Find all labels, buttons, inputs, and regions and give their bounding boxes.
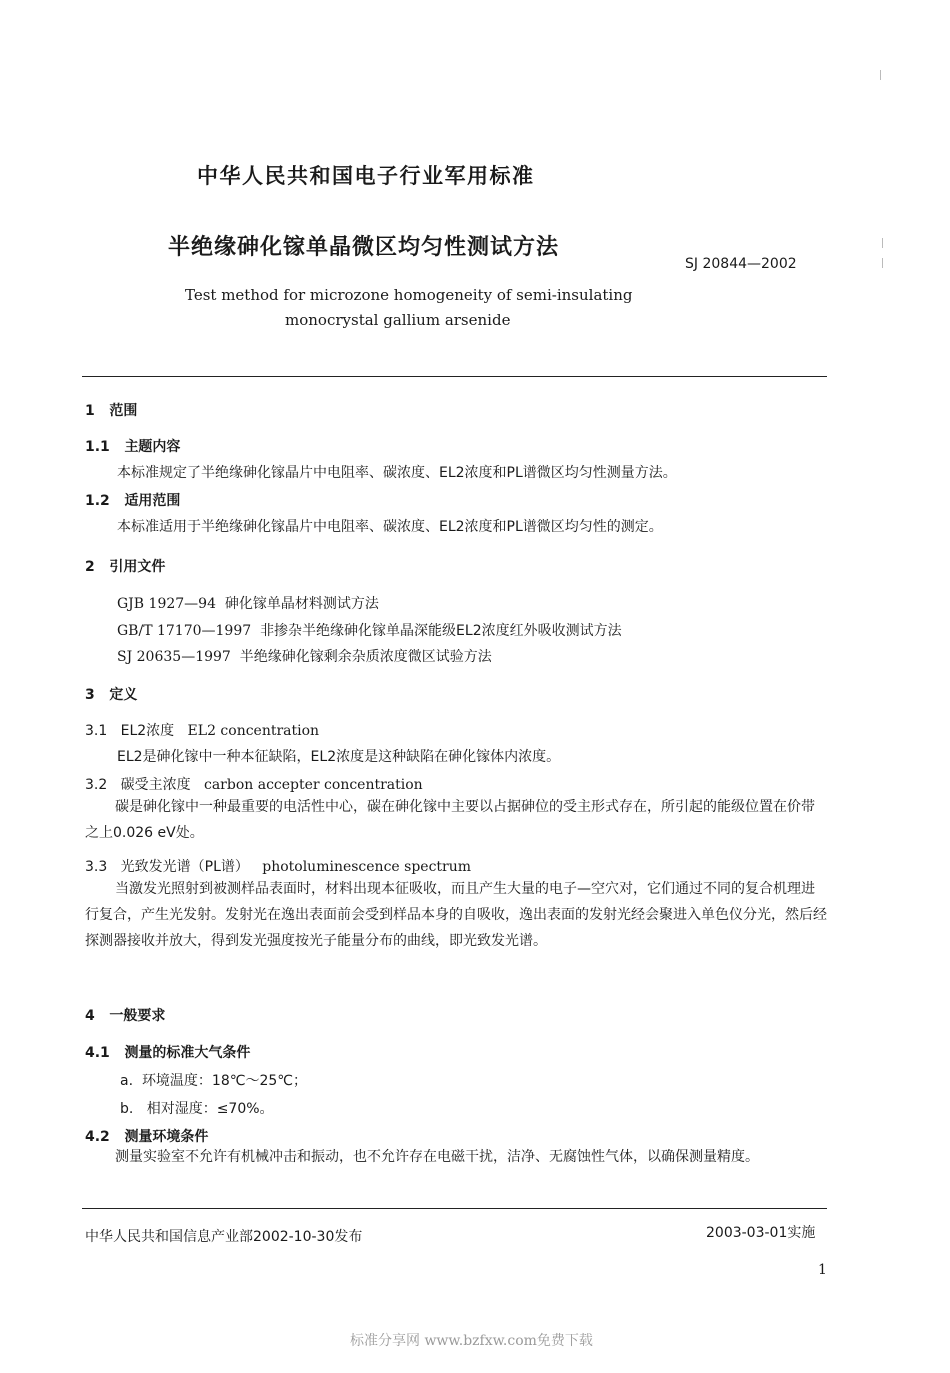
header-divider	[82, 376, 827, 377]
reference-item	[117, 646, 492, 666]
section-title-en: EL2 concentration	[187, 723, 320, 739]
section-number: 3.2	[85, 777, 108, 793]
section-4-heading	[85, 1005, 165, 1025]
reference-code: SJ 20635—1997	[117, 649, 231, 665]
document-title-cn: 半绝缘砷化镓单晶微区均匀性测试方法	[168, 235, 560, 260]
section-3-heading	[85, 684, 137, 704]
section-title: 主题内容	[124, 439, 181, 455]
section-title: 适用范围	[124, 493, 181, 509]
section-1-1-heading	[85, 436, 180, 456]
section-number: 4	[85, 1008, 95, 1024]
section-4-2-text: 测量实验室不允许有机械冲击和振动，也不允许存在电磁干扰，洁净、无腐蚀性气体，以确保测量精度。	[115, 1149, 759, 1165]
list-item	[120, 1070, 307, 1090]
section-number: 3	[85, 687, 95, 703]
section-3-1-text: EL2是砷化镓中一种本征缺陷，EL2浓度是这种缺陷在砷化镓体内浓度。	[117, 749, 561, 765]
section-number: 4.1	[85, 1045, 110, 1061]
effective-date: 2003-03-01实施	[706, 1225, 816, 1241]
section-title-en: carbon accepter concentration	[203, 777, 423, 793]
scan-speck	[880, 70, 881, 80]
list-item	[120, 1098, 274, 1118]
section-title: 定义	[109, 687, 138, 703]
section-4-1-heading	[85, 1042, 250, 1062]
section-title: 测量环境条件	[124, 1129, 209, 1145]
reference-title: 砷化镓单晶材料测试方法	[224, 596, 379, 612]
section-title: 测量的标准大气条件	[124, 1045, 251, 1061]
section-1-2-text: 本标准适用于半绝缘砷化镓晶片中电阻率、碳浓度、EL2浓度和PL谱微区均匀性的测定。	[117, 519, 663, 535]
scan-speck	[882, 238, 883, 248]
section-3-1-heading	[85, 720, 319, 740]
section-title-en: photoluminescence spectrum	[262, 859, 472, 875]
section-title: 一般要求	[109, 1008, 166, 1024]
section-2-heading	[85, 556, 165, 576]
section-number: 1.2	[85, 493, 110, 509]
reference-item	[117, 620, 622, 640]
section-title: 范围	[109, 403, 138, 419]
scan-speck	[882, 258, 883, 268]
section-title: 碳受主浓度	[120, 777, 191, 793]
section-3-3-heading	[85, 856, 471, 876]
document-title-en-line1: Test method for microzone homogeneity of semi-insulating	[185, 286, 633, 304]
section-number: 3.3	[85, 859, 108, 875]
reference-title: 非掺杂半绝缘砷化镓单晶深能级EL2浓度红外吸收测试方法	[260, 623, 622, 639]
section-1-1-text: 本标准规定了半绝缘砷化镓晶片中电阻率、碳浓度、EL2浓度和PL谱微区均匀性测量方法。	[117, 465, 677, 481]
section-number: 4.2	[85, 1129, 110, 1145]
section-3-2-text: 碳是砷化镓中一种最重要的电活性中心，碳在砷化镓中主要以占据砷位的受主形式存在，所引起的能级位置在价带之上0.026 eV处。	[85, 799, 815, 841]
section-number: 3.1	[85, 723, 108, 739]
section-number: 1.1	[85, 439, 110, 455]
page-number: 1	[818, 1262, 827, 1278]
org-standard-heading: 中华人民共和国电子行业军用标准	[197, 164, 535, 188]
section-title: 引用文件	[109, 559, 166, 575]
section-number: 1	[85, 403, 95, 419]
issue-statement: 中华人民共和国信息产业部2002-10-30发布	[85, 1229, 363, 1245]
list-marker: b.	[120, 1101, 134, 1117]
reference-code: GJB 1927—94	[117, 596, 216, 612]
list-marker: a.	[120, 1073, 134, 1089]
list-text: 相对湿度：≤70%。	[146, 1101, 274, 1117]
standard-number: SJ 20844—2002	[685, 256, 797, 272]
section-3-3-text: 当激发光照射到被测样品表面时，材料出现本征吸收，而且产生大量的电子—空穴对，它们通过不同的复合机理进行复合，产生光发射。发射光在逸出表面前会受到样品本身的自吸收，逸出表面的发射光经会聚进入单色仪分光，然后经探测器接收并放大，得到发光强度按光子能量分布的曲线，即光致发光谱。	[85, 881, 827, 949]
document-title-en-line2: monocrystal gallium arsenide	[285, 311, 511, 329]
list-text: 环境温度：18℃～25℃；	[141, 1073, 308, 1089]
section-number: 2	[85, 559, 95, 575]
section-title: EL2浓度	[120, 723, 175, 739]
section-1-2-heading	[85, 490, 180, 510]
reference-item	[117, 593, 379, 613]
watermark-text: 标准分享网 www.bzfxw.com免费下载	[350, 1333, 593, 1349]
section-3-2-heading	[85, 774, 423, 794]
section-4-2-heading	[85, 1126, 208, 1146]
section-1-heading	[85, 400, 137, 420]
reference-code: GB/T 17170—1997	[117, 623, 252, 639]
footer-divider	[82, 1208, 827, 1209]
reference-title: 半绝缘砷化镓剩余杂质浓度微区试验方法	[239, 649, 492, 665]
section-title: 光致发光谱（PL谱）	[120, 859, 249, 875]
